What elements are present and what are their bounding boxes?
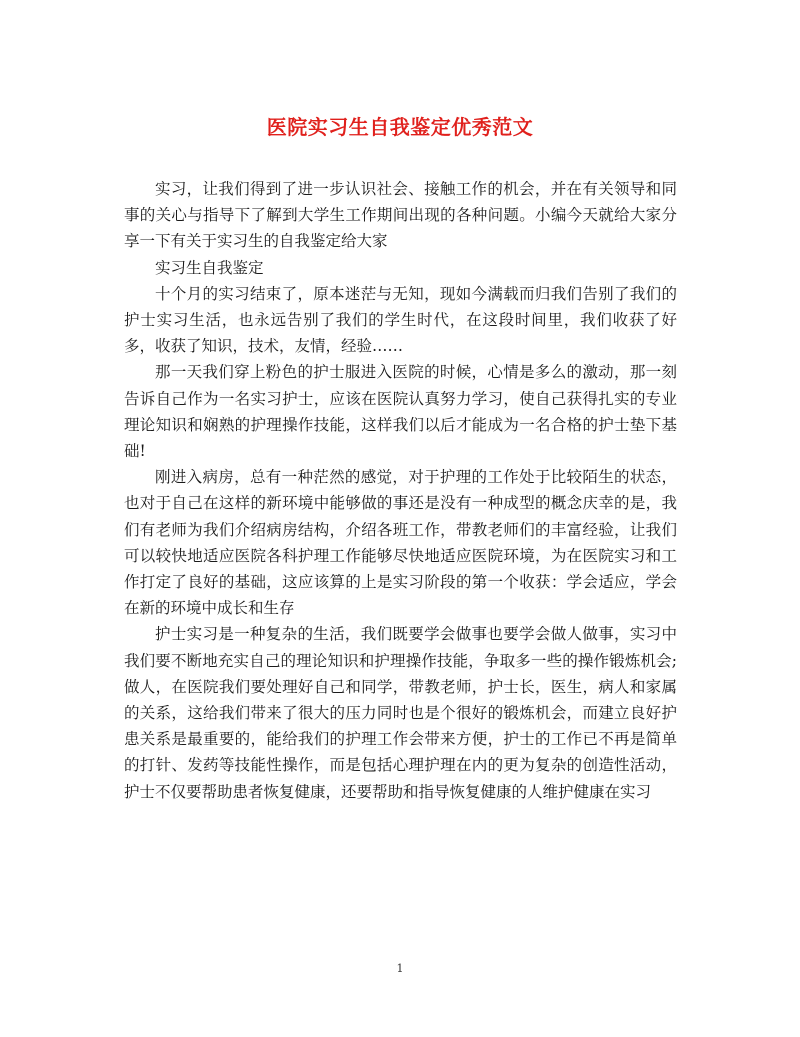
document-title: 医院实习生自我鉴定优秀范文 (266, 115, 534, 139)
paragraph: 刚进入病房，总有一种茫然的感觉，对于护理的工作处于比较陌生的状态，也对于自己在这样的新环境中能够做的事还是没有一种成型的概念庆幸的是，我们有老师为我们介绍病房结构，介绍各班工作，带教老师们的丰富经验，让我们可以较快地适应医院各科护理工作能够尽快地适应医院环境，为在医院实习和工作打定了良好的基础，这应该算的上是实习阶段的第一个收获：学会适应，学会在新的环境中成长和生存 (124, 468, 677, 618)
paragraph: 那一天我们穿上粉色的护士服进入医院的时候，心情是多么的激动，那一刻告诉自己作为一名实习护士，应该在医院认真努力学习，使自己获得扎实的专业理论知识和娴熟的护理操作技能，这样我们以后才能成为一名合格的护士垫下基础! (124, 363, 677, 461)
paragraph: 十个月的实习结束了，原本迷茫与无知，现如今满载而归我们告别了我们的护士实习生活，也永远告别了我们的学生时代，在这段时间里，我们收获了好多，收获了知识，技术，友情，经验…… (124, 284, 677, 356)
page-number: 1 (396, 962, 404, 975)
paragraph: 护士实习是一种复杂的生活，我们既要学会做事也要学会做人做事，实习中我们要不断地充实自己的理论知识和护理操作技能，争取多一些的操作锻炼机会;做人，在医院我们要处理好自己和同学，带教老师，护士长，医生，病人和家属的关系，这给我们带来了很大的压力同时也是个很好的锻炼机会，而建立良好护患关系是最重要的，能给我们的护理工作会带来方便，护士的工作已不再是简单的打针、发药等技能性操作，而是包括心理护理在内的更为复杂的创造性活动，护士不仅要帮助患者恢复健康，还要帮助和指导恢复健康的人维护健康在实习 (124, 625, 677, 801)
paragraph-intro: 实习，让我们得到了进一步认识社会、接触工作的机会，并在有关领导和同事的关心与指导下了解到大学生工作期间出现的各种问题。小编今天就给大家分享一下有关于实习生的自我鉴定给大家 (124, 180, 677, 251)
document-body (124, 176, 677, 805)
section-heading: 实习生自我鉴定 (155, 258, 264, 277)
